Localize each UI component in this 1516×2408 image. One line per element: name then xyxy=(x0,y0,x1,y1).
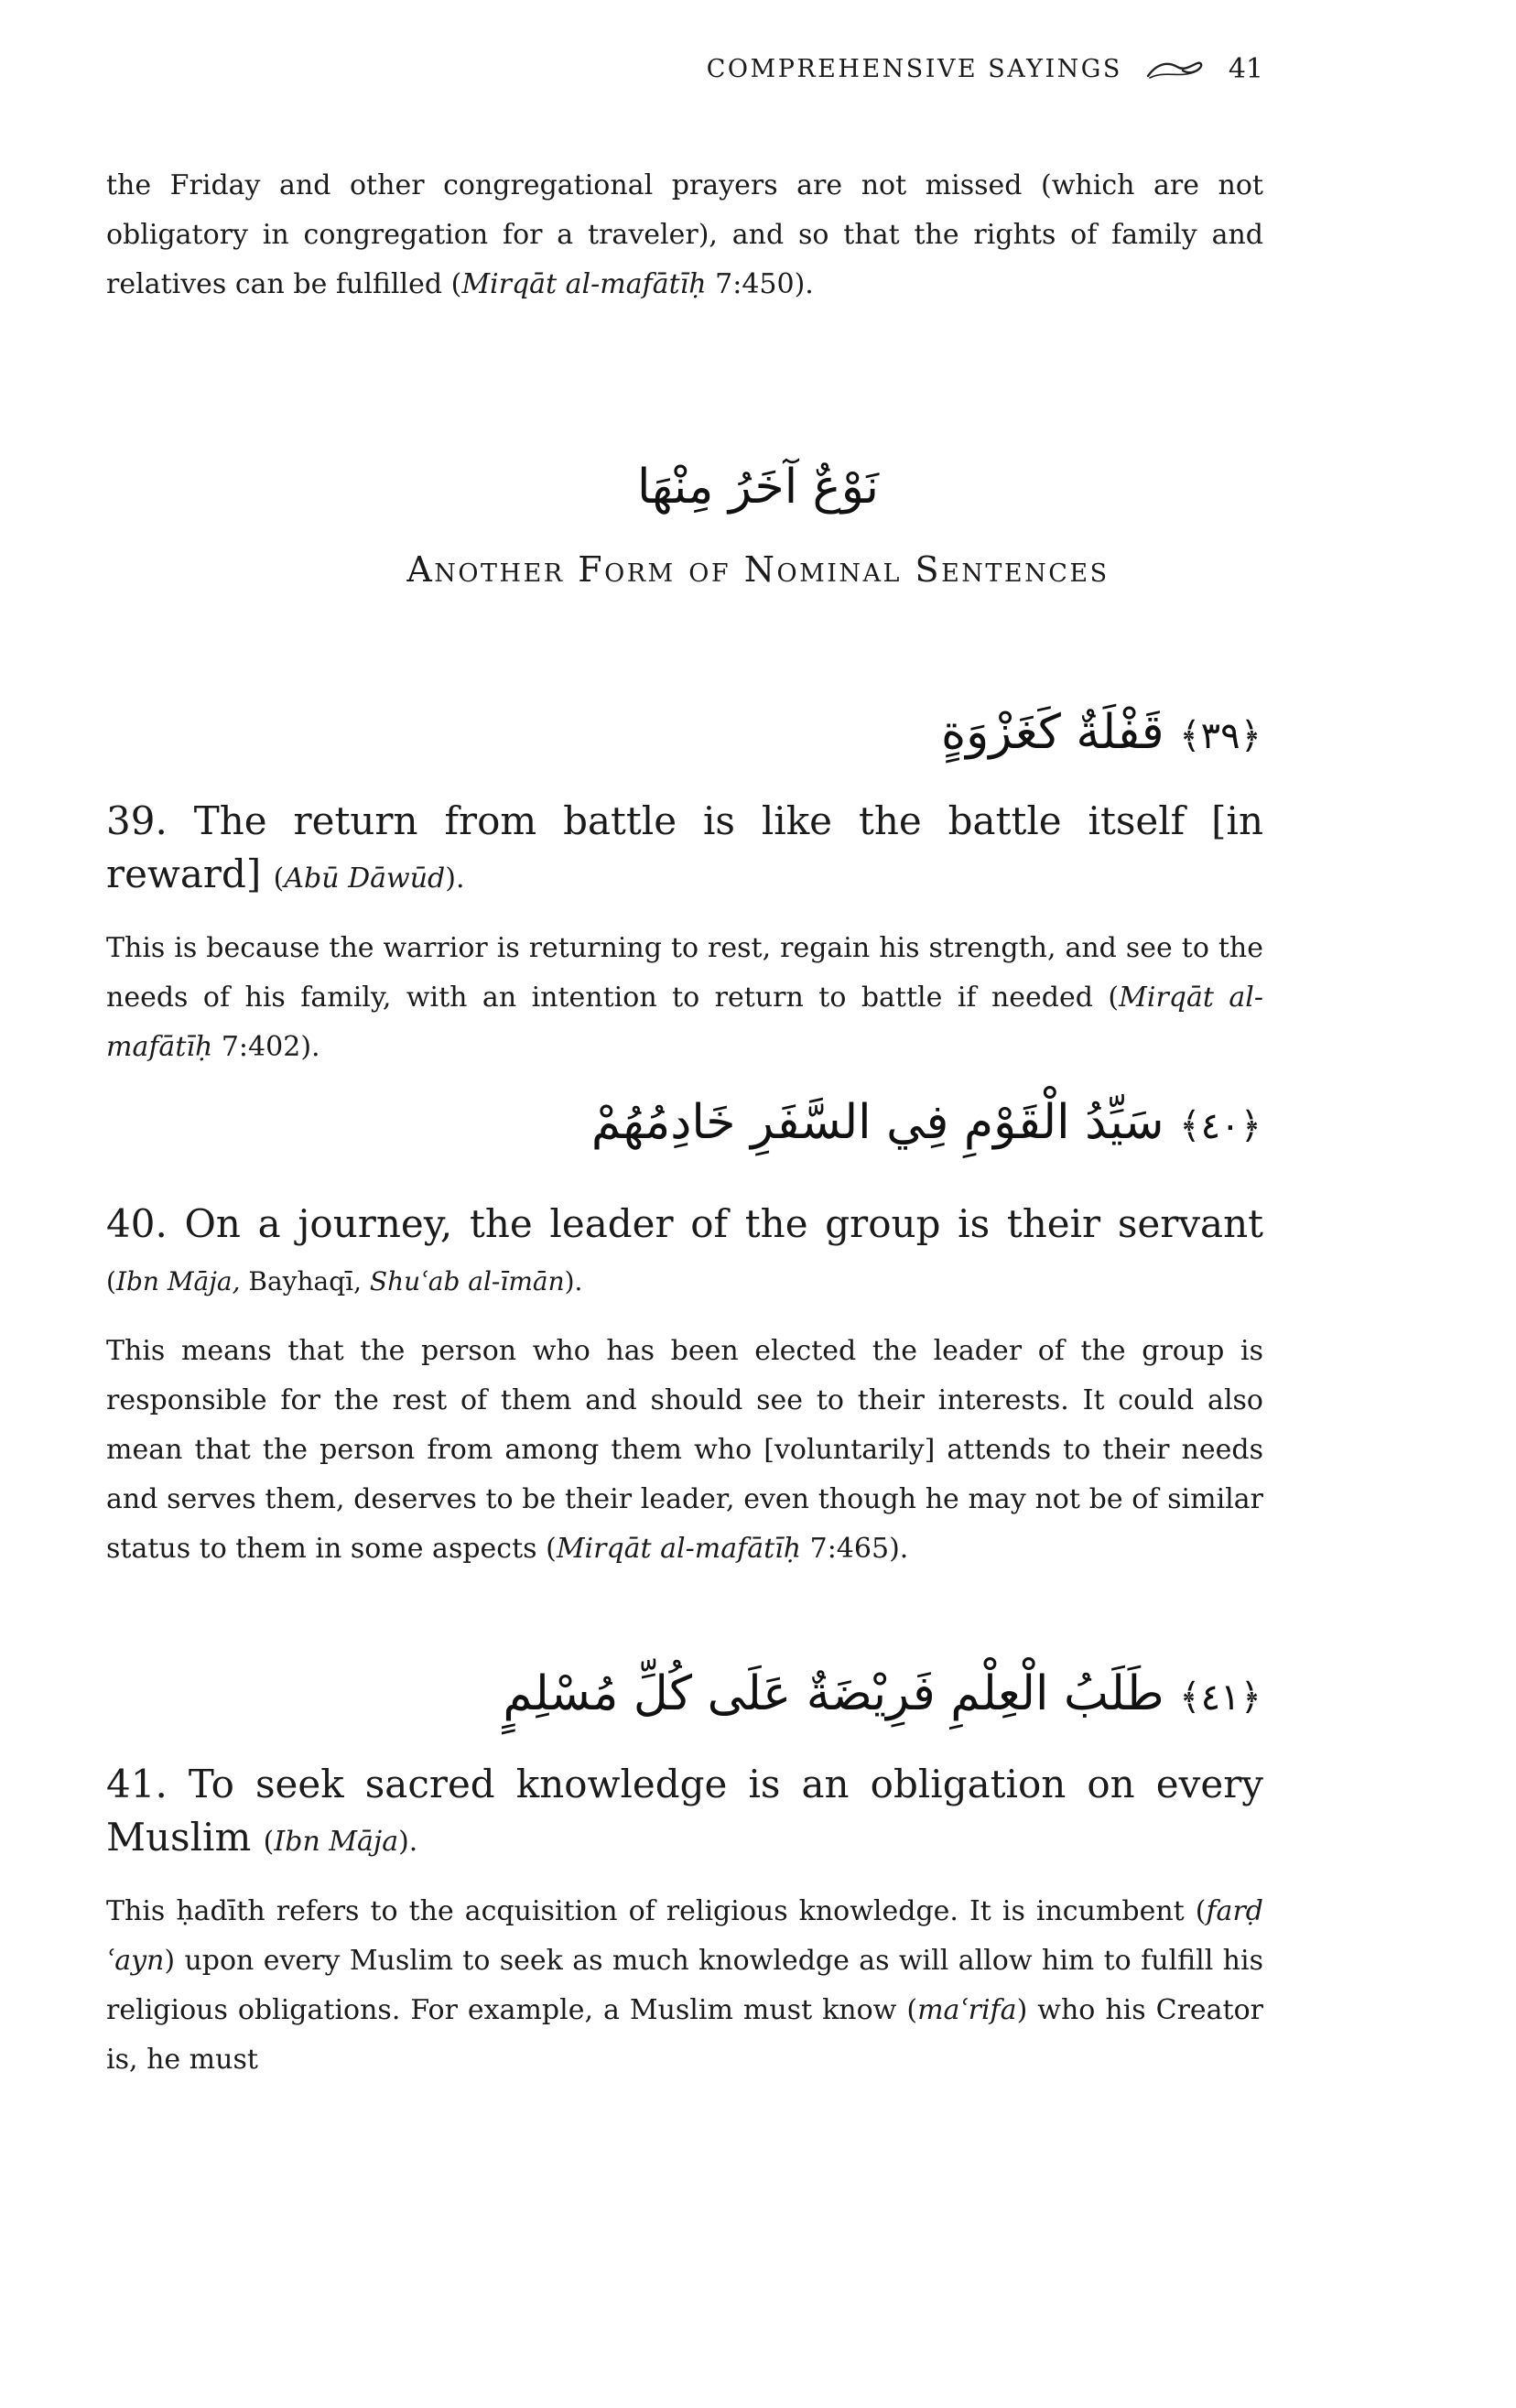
hadith-41-term-marifa: maʿrifa xyxy=(917,1994,1017,2026)
hadith-41-commentary-b: upon every Muslim to seek as much knowledge as will allow him to fulfill his religious obligations. For example, a Muslim must know xyxy=(106,1945,1263,2026)
hadith-41-arabic-line xyxy=(503,1666,1262,1721)
hadith-40-arabic-line xyxy=(591,1095,1262,1150)
hadith-41-block xyxy=(106,1758,1263,2085)
intro-source-ref: 7:450 xyxy=(715,268,795,300)
hadith-39-commentary-text: This is because the warrior is returning to rest, regain his strength, and see to the needs of his family, with an intention to return to battle if needed xyxy=(106,932,1263,1014)
intro-paragraph: the Friday and other congregational prayers are not missed (which are not obligatory in congregation for a traveler), and so that the rights of family and relatives can be fulfilled (Mirqāt al-mafātīḥ 7:450). xyxy=(106,169,1263,300)
intro-block xyxy=(106,161,1263,309)
section-arabic-heading: نَوْعٌ آخَرُ مِنْهَا xyxy=(636,460,880,515)
hadith-39-commentary-close: ). xyxy=(300,1031,320,1063)
hadith-39-badge: ﴿٣٩﴾ xyxy=(1179,715,1262,757)
running-head xyxy=(707,53,1263,85)
hadith-40-commentary-ref: 7:465 xyxy=(809,1533,890,1565)
hadith-39-translation: 39. The return from battle is like the battle itself [in reward] (Abū Dāwūd). xyxy=(106,798,1263,896)
hadith-40-source-c: Shuʿab al-īmān xyxy=(369,1266,565,1296)
intro-source-title: Mirqāt al-mafātīḥ xyxy=(461,268,707,300)
hadith-41-commentary-a: This ḥadīth refers to the acquisition of religious knowledge. It is incumbent xyxy=(106,1895,1185,1927)
hadith-40-badge: ﴿٤٠﴾ xyxy=(1179,1105,1262,1147)
hadith-41-text: To seek sacred knowledge is an obligation on every Muslim xyxy=(106,1762,1263,1860)
hadith-40-commentary-close: ). xyxy=(889,1533,909,1565)
hadith-40-source-a: Ibn Māja, xyxy=(115,1266,241,1296)
hadith-41-commentary-c: who his Creator is, he must xyxy=(106,1994,1264,2076)
hadith-40-arabic: سَيِّدُ الْقَوْمِ فِي السَّفَرِ خَادِمُهُمْ xyxy=(590,1095,1164,1150)
hadith-41-arabic: طَلَبُ الْعِلْمِ فَرِيْضَةٌ عَلَى كُلِّ مُسْلِمٍ xyxy=(503,1666,1164,1721)
page-number: 41 xyxy=(1228,53,1263,85)
hadith-40-block xyxy=(106,1198,1263,1574)
hadith-39-arabic: قَفْلَةٌ كَغَزْوَةٍ xyxy=(940,705,1164,760)
hadith-39-commentary-ref: 7:402 xyxy=(221,1031,301,1063)
hadith-40-source-b: Bayhaqī, xyxy=(248,1266,362,1296)
calligraphic-flourish-icon xyxy=(1146,58,1205,81)
hadith-40-translation: 40. On a journey, the leader of the group is their servant (Ibn Māja, Bayhaqī, Shuʿab al-īmān). xyxy=(106,1201,1263,1296)
hadith-39-arabic-line xyxy=(941,705,1262,760)
intro-close: ). xyxy=(794,268,814,300)
hadith-40-commentary-text: This means that the person who has been elected the leader of the group is responsible for the rest of them and should see to their interests. It could also mean that the person from among them who [voluntarily] attends to their needs and serves them, deserves to be their leader, even though he may not be of similar status to them in some aspects xyxy=(106,1335,1263,1565)
hadith-39-block xyxy=(106,795,1263,1072)
hadith-41-term-fard-ayn: farḍ ʿayn xyxy=(106,1895,1263,1977)
hadith-41-source: Ibn Māja xyxy=(274,1826,399,1858)
hadith-40-number: 40. xyxy=(106,1201,168,1246)
running-title: COMPREHENSIVE SAYINGS xyxy=(706,55,1122,83)
hadith-40-commentary: This means that the person who has been elected the leader of the group is responsible for the rest of them and should see to their interests. It could also mean that the person from among them who [voluntarily] attends to their needs and serves them, deserves to be their leader, even though he may not be of similar status to them in some aspects (Mirqāt al-mafātīḥ 7:465). xyxy=(106,1335,1263,1565)
hadith-39-commentary-source: Mirqāt al-mafātīḥ xyxy=(106,982,1263,1063)
hadith-40-commentary-source: Mirqāt al-mafātīḥ xyxy=(556,1533,802,1565)
hadith-39-commentary: This is because the warrior is returning to rest, regain his strength, and see to the needs of his family, with an intention to return to battle if needed (Mirqāt al-mafātīḥ 7:402). xyxy=(106,932,1263,1063)
hadith-41-number: 41. xyxy=(106,1762,168,1806)
hadith-41-commentary: This ḥadīth refers to the acquisition of religious knowledge. It is incumbent (farḍ ʿayn) upon every Muslim to seek as much knowledge as will allow him to fulfill his religious obligations. For example, a Muslim must know (maʿrifa) who his Creator is, he must xyxy=(106,1895,1264,2076)
hadith-39-source: Abū Dāwūd xyxy=(284,862,446,895)
hadith-40-text: On a journey, the leader of the group is their servant xyxy=(184,1201,1263,1246)
intro-text: the Friday and other congregational prayers are not missed (which are not obligatory in congregation for a traveler), and so that the rights of family and relatives can be fulfilled xyxy=(106,169,1263,300)
hadith-41-badge: ﴿٤١﴾ xyxy=(1179,1676,1262,1719)
section-title: Another Form of Nominal Sentences xyxy=(406,549,1110,590)
hadith-39-text: The return from battle is like the battle itself [in reward] xyxy=(106,798,1263,896)
hadith-41-translation: 41. To seek sacred knowledge is an obligation on every Muslim (Ibn Māja). xyxy=(106,1762,1263,1860)
hadith-39-number: 39. xyxy=(106,798,168,843)
